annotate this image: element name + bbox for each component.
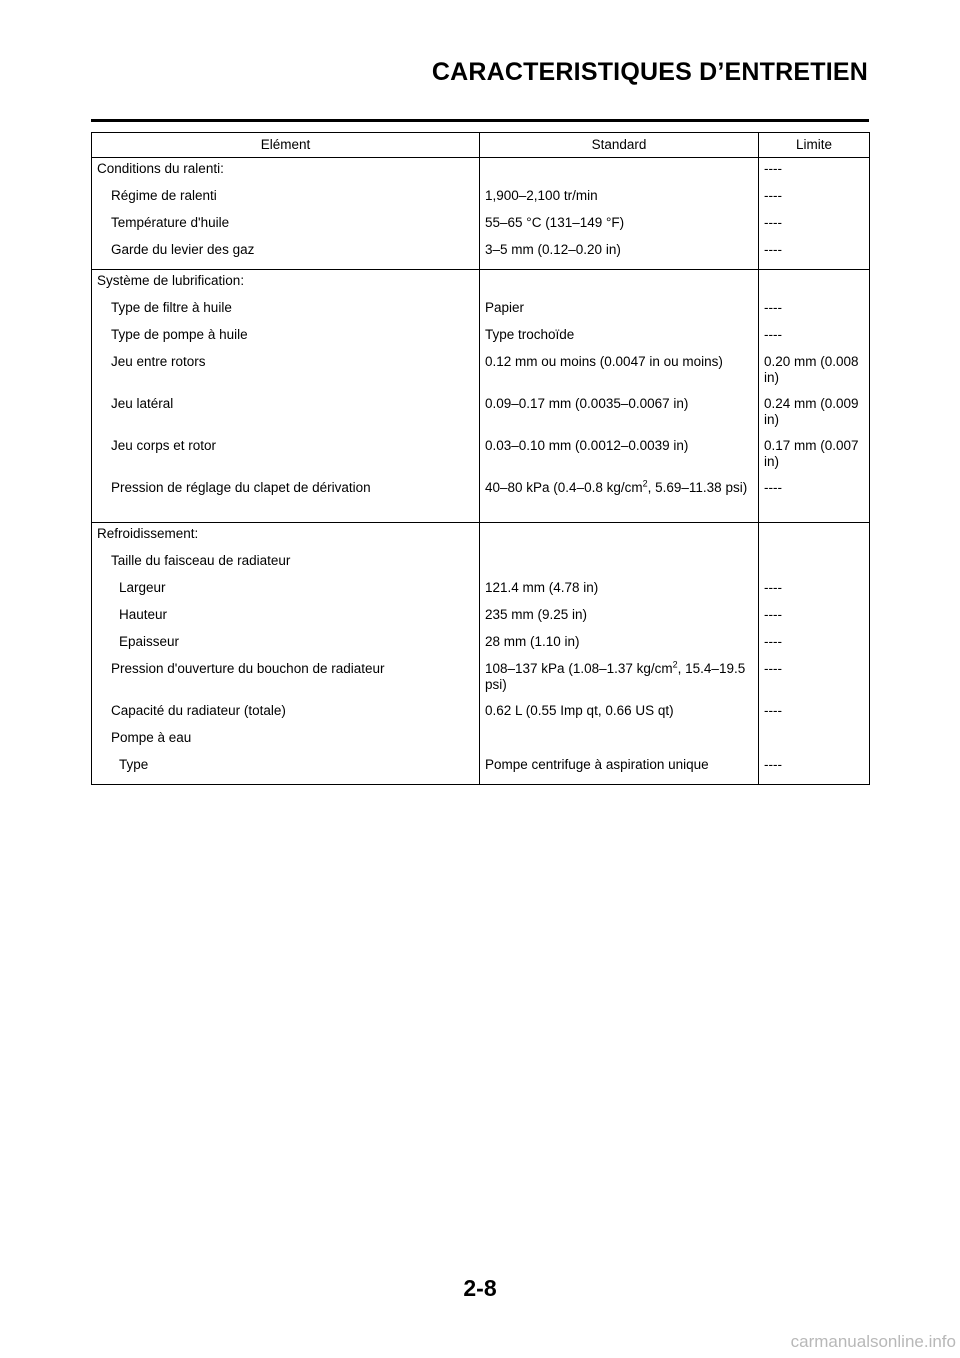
cell-limite: ---- xyxy=(759,658,870,700)
cell-element: Système de lubrification: xyxy=(92,270,480,298)
cell-standard xyxy=(480,727,759,754)
cell-element: Epaisseur xyxy=(92,631,480,658)
table-row xyxy=(92,185,870,212)
cell-standard: Papier xyxy=(480,297,759,324)
cell-standard: 55–65 °C (131–149 °F) xyxy=(480,212,759,239)
cell-element: Pression de réglage du clapet de dérivation xyxy=(92,477,480,523)
cell-standard xyxy=(480,658,759,700)
cell-element: Refroidissement: xyxy=(92,523,480,551)
cell-standard: 121.4 mm (4.78 in) xyxy=(480,577,759,604)
cell-standard: 1,900–2,100 tr/min xyxy=(480,185,759,212)
table-row xyxy=(92,523,870,551)
watermark: carmanualsonline.info xyxy=(790,1332,956,1351)
table-row xyxy=(92,324,870,351)
cell-limite: 0.20 mm (0.008 in) xyxy=(759,351,870,393)
table-row xyxy=(92,658,870,700)
cell-element: Jeu corps et rotor xyxy=(92,435,480,477)
cell-element: Taille du faisceau de radiateur xyxy=(92,550,480,577)
cell-limite xyxy=(759,550,870,577)
cell-limite: ---- xyxy=(759,577,870,604)
spec-table xyxy=(91,132,870,785)
cell-element: Capacité du radiateur (totale) xyxy=(92,700,480,727)
cell-element: Jeu latéral xyxy=(92,393,480,435)
cell-standard: 28 mm (1.10 in) xyxy=(480,631,759,658)
table-row xyxy=(92,270,870,298)
header-element: Elément xyxy=(92,133,480,158)
table-row xyxy=(92,158,870,186)
table-row xyxy=(92,351,870,393)
header-limite: Limite xyxy=(759,133,870,158)
table-row xyxy=(92,604,870,631)
table-header-row xyxy=(92,133,870,158)
cell-standard: Pompe centrifuge à aspiration unique xyxy=(480,754,759,785)
cell-element: Type de pompe à huile xyxy=(92,324,480,351)
standard-text: 108–137 kPa (1.08–1.37 kg/cm xyxy=(485,661,673,676)
page-number: 2-8 xyxy=(463,1275,497,1301)
cell-limite: ---- xyxy=(759,324,870,351)
cell-element: Largeur xyxy=(92,577,480,604)
cell-element: Pompe à eau xyxy=(92,727,480,754)
cell-standard: 0.03–0.10 mm (0.0012–0.0039 in) xyxy=(480,435,759,477)
cell-standard: 235 mm (9.25 in) xyxy=(480,604,759,631)
cell-element: Jeu entre rotors xyxy=(92,351,480,393)
cell-element: Garde du levier des gaz xyxy=(92,239,480,270)
table-row xyxy=(92,477,870,523)
cell-limite: ---- xyxy=(759,239,870,270)
cell-limite: ---- xyxy=(759,212,870,239)
cell-element: Régime de ralenti xyxy=(92,185,480,212)
cell-limite: 0.17 mm (0.007 in) xyxy=(759,435,870,477)
table-row xyxy=(92,393,870,435)
cell-limite: ---- xyxy=(759,185,870,212)
cell-element: Température d'huile xyxy=(92,212,480,239)
table-row xyxy=(92,239,870,270)
cell-standard: 0.09–0.17 mm (0.0035–0.0067 in) xyxy=(480,393,759,435)
cell-element: Type xyxy=(92,754,480,785)
cell-limite: 0.24 mm (0.009 in) xyxy=(759,393,870,435)
cell-limite xyxy=(759,523,870,551)
title-rule xyxy=(91,119,869,122)
table-row xyxy=(92,435,870,477)
table-row xyxy=(92,297,870,324)
cell-standard xyxy=(480,477,759,523)
cell-limite: ---- xyxy=(759,297,870,324)
cell-limite: ---- xyxy=(759,604,870,631)
cell-limite: ---- xyxy=(759,477,870,523)
cell-element: Pression d'ouverture du bouchon de radiateur xyxy=(92,658,480,700)
cell-limite xyxy=(759,270,870,298)
cell-element: Hauteur xyxy=(92,604,480,631)
cell-limite: ---- xyxy=(759,700,870,727)
cell-standard: 3–5 mm (0.12–0.20 in) xyxy=(480,239,759,270)
table-row xyxy=(92,727,870,754)
standard-text: 40–80 kPa (0.4–0.8 kg/cm xyxy=(485,480,643,495)
cell-limite: ---- xyxy=(759,631,870,658)
table-row xyxy=(92,700,870,727)
cell-limite xyxy=(759,727,870,754)
cell-limite: ---- xyxy=(759,158,870,186)
cell-standard xyxy=(480,523,759,551)
cell-standard: 0.12 mm ou moins (0.0047 in ou moins) xyxy=(480,351,759,393)
page-title: CARACTERISTIQUES D’ENTRETIEN xyxy=(431,58,868,86)
table-row xyxy=(92,212,870,239)
superscript: 2 xyxy=(672,659,678,670)
cell-standard xyxy=(480,158,759,186)
table-row xyxy=(92,631,870,658)
table-row xyxy=(92,754,870,785)
table-row xyxy=(92,577,870,604)
cell-standard: 0.62 L (0.55 Imp qt, 0.66 US qt) xyxy=(480,700,759,727)
superscript: 2 xyxy=(642,478,648,489)
cell-standard: Type trochoïde xyxy=(480,324,759,351)
standard-text: , 15.4–19.5 psi) xyxy=(485,661,746,692)
cell-standard xyxy=(480,550,759,577)
cell-standard xyxy=(480,270,759,298)
cell-element: Type de filtre à huile xyxy=(92,297,480,324)
header-standard: Standard xyxy=(480,133,759,158)
cell-element: Conditions du ralenti: xyxy=(92,158,480,186)
standard-text: , 5.69–11.38 psi) xyxy=(647,480,748,495)
cell-limite: ---- xyxy=(759,754,870,785)
table-row xyxy=(92,550,870,577)
